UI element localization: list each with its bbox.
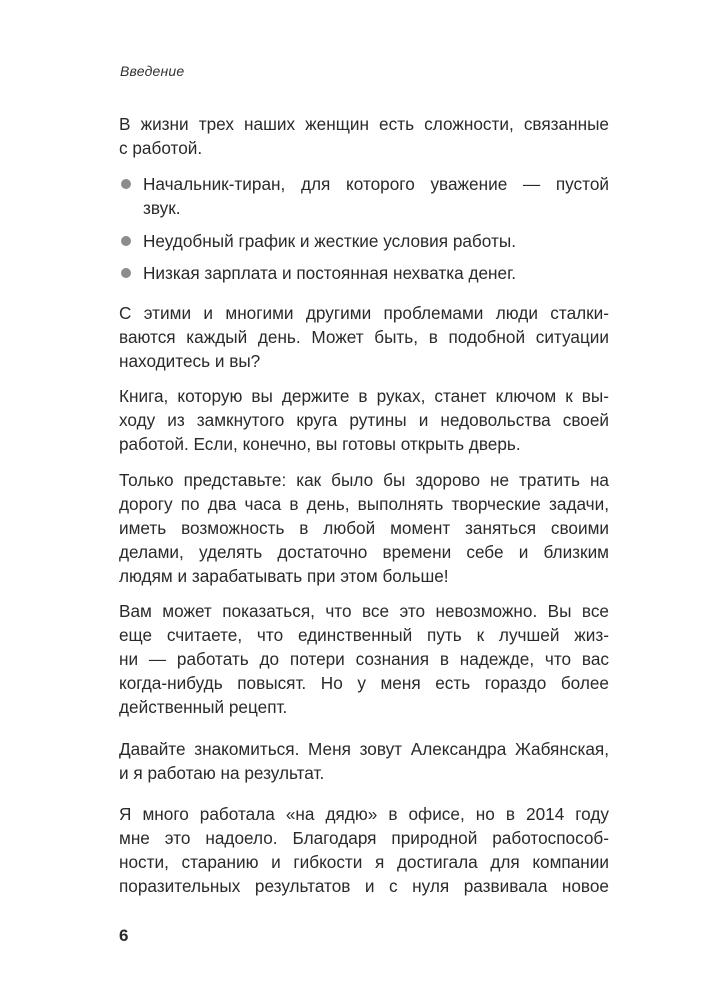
bullet-item-line: Начальник-тиран, для которого уважение — пустой bbox=[143, 174, 609, 194]
paragraph-line: с работой. bbox=[119, 138, 203, 158]
bullet-item-line: Низкая зарплата и постоянная нехватка денег. bbox=[143, 263, 517, 283]
paragraph-line: еще считаете, что единственный путь к лучшей жиз- bbox=[119, 625, 609, 645]
paragraph-line: дорогу по два часа в день, выполнять творческие задачи, bbox=[119, 494, 609, 514]
paragraph-line: ходу из замкнутого круга рутины и недовольства своей bbox=[119, 410, 609, 430]
paragraph-line: когда-нибудь повысят. Но у меня есть гораздо более bbox=[119, 673, 609, 693]
paragraph-line: ни — работать до потери сознания в надежде, что вас bbox=[119, 649, 609, 669]
bullet-dot-icon bbox=[121, 179, 131, 189]
bullet-dot-icon bbox=[121, 236, 131, 246]
paragraph-line: ности, старанию и гибкости я достигала для компании bbox=[119, 852, 609, 872]
paragraph-line: мне это надоело. Благодаря природной работоспособ- bbox=[119, 828, 609, 848]
paragraph-line: В жизни трех наших женщин есть сложности, связанные bbox=[119, 114, 609, 134]
bullet-item-line: звук. bbox=[143, 198, 181, 218]
paragraph-line: Я много работала «на дядю» в офисе, но в 2014 году bbox=[119, 804, 609, 824]
paragraph-line: С этими и многими другими проблемами люди сталки- bbox=[119, 303, 609, 323]
paragraph-line: работой. Если, конечно, вы готовы открыть дверь. bbox=[119, 434, 521, 454]
paragraph-line: делами, уделять достаточно времени себе и близким bbox=[119, 542, 609, 562]
paragraph-line: ваются каждый день. Может быть, в подобной ситуации bbox=[119, 327, 609, 347]
paragraph-line: поразительных результатов и с нуля развивала новое bbox=[119, 876, 609, 896]
paragraph-line: Вам может показаться, что все это невозможно. Вы все bbox=[119, 601, 609, 621]
paragraph-line: людям и зарабатывать при этом больше! bbox=[119, 566, 449, 586]
paragraph-line: Книга, которую вы держите в руках, станет ключом к вы- bbox=[119, 386, 609, 406]
paragraph-line: действенный рецепт. bbox=[119, 697, 288, 717]
page-number: 6 bbox=[119, 926, 129, 945]
running-header: Введение bbox=[120, 63, 185, 79]
bullet-item-line: Неудобный график и жесткие условия работы. bbox=[143, 231, 516, 251]
paragraph-line: находитесь и вы? bbox=[119, 351, 261, 371]
bullet-dot-icon bbox=[121, 268, 131, 278]
paragraph-line: Только представьте: как было бы здорово не тратить на bbox=[119, 470, 609, 490]
paragraph-line: и я работаю на результат. bbox=[119, 763, 325, 783]
paragraph-line: иметь возможность в любой момент заняться своими bbox=[119, 518, 609, 538]
paragraph-line: Давайте знакомиться. Меня зовут Александра Жабянская, bbox=[119, 739, 609, 759]
